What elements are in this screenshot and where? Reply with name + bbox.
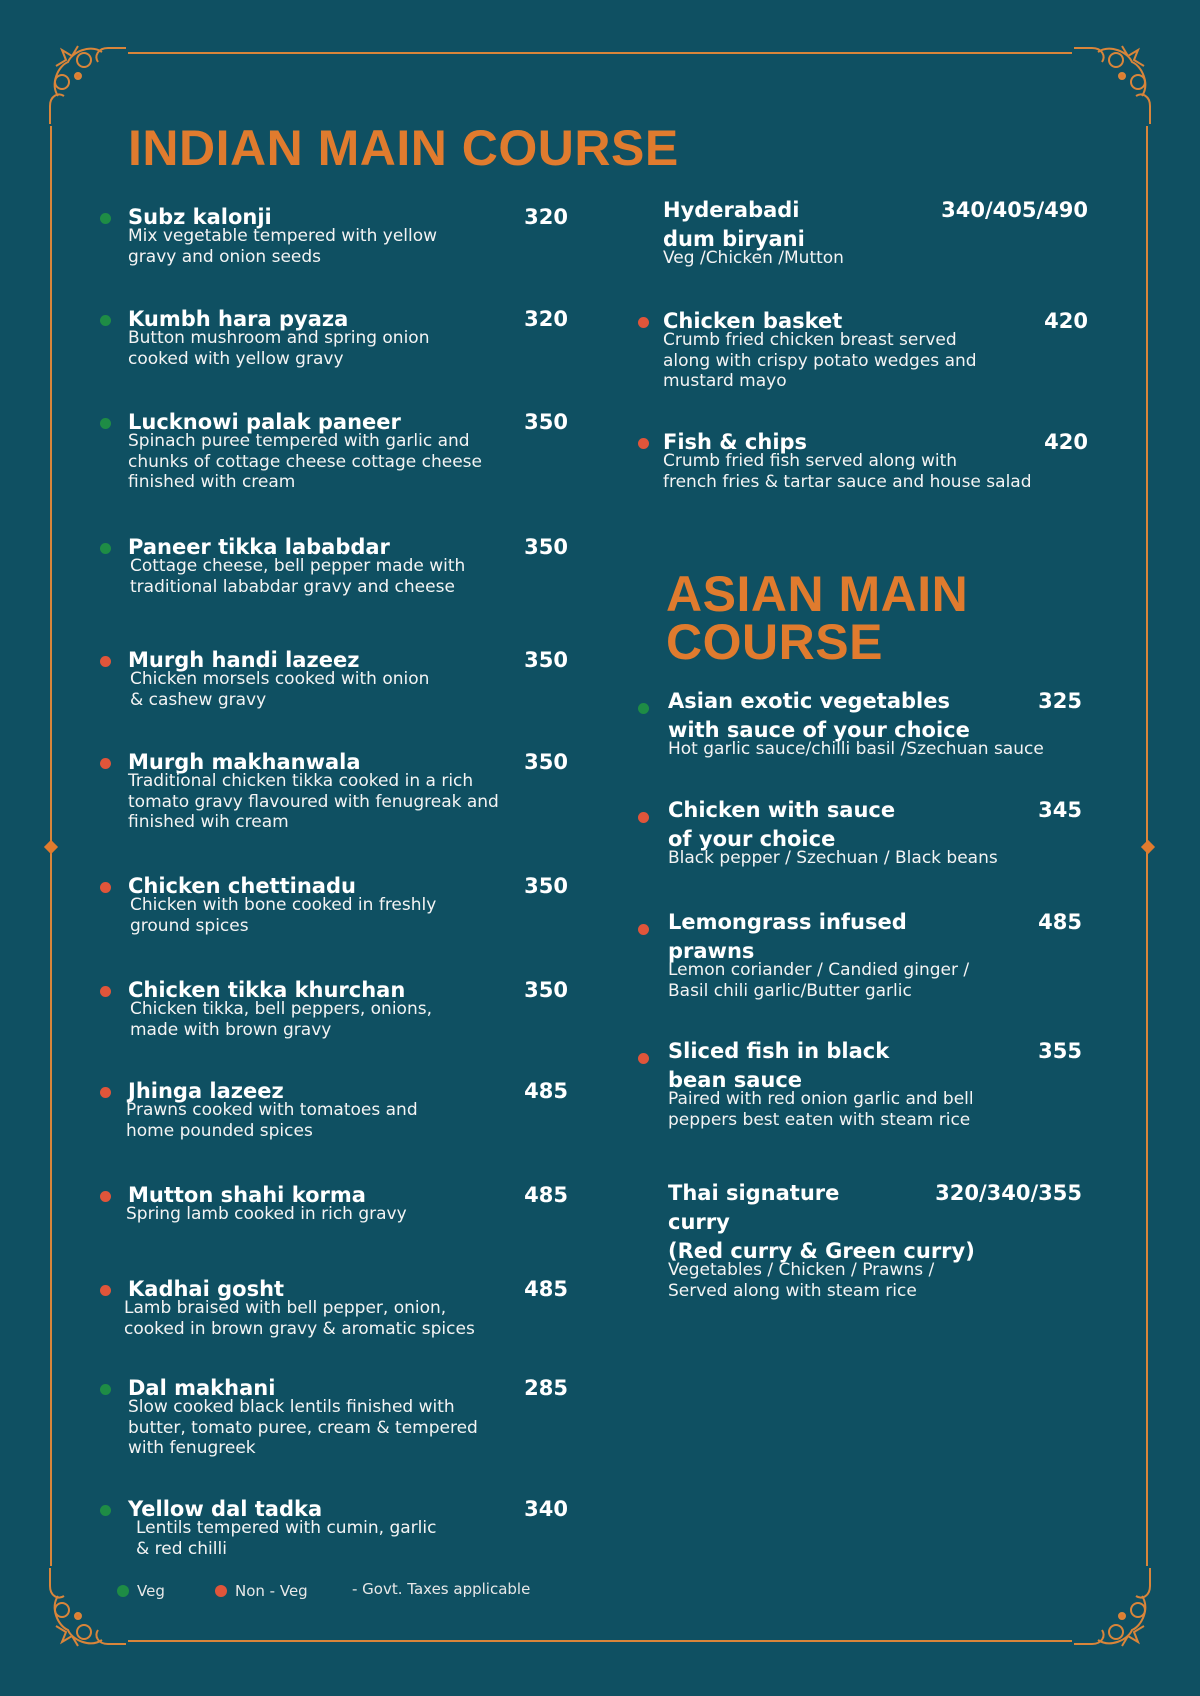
item-name: Chicken with sauce of your choice	[668, 798, 896, 851]
menu-item	[128, 872, 568, 936]
veg-dot-icon	[100, 315, 111, 326]
non-veg-dot-icon	[100, 882, 111, 893]
item-name: Subz kalonji	[128, 205, 272, 229]
non-veg-dot-icon	[638, 924, 649, 935]
item-name: Kadhai gosht	[128, 1277, 285, 1301]
tax-note: - Govt. Taxes applicable	[352, 1580, 531, 1598]
non-veg-dot-icon	[100, 1285, 111, 1296]
non-veg-dot-icon	[215, 1585, 227, 1597]
menu-item	[128, 1374, 568, 1459]
menu-item	[128, 646, 568, 710]
item-price: 485	[524, 1183, 568, 1207]
menu-item	[128, 203, 568, 267]
non-veg-dot-icon	[100, 986, 111, 997]
menu-item	[128, 976, 568, 1040]
item-price: 350	[524, 750, 568, 774]
item-description: Slow cooked black lentils finished with butter, tomato puree, cream & tempered with fenugreek	[128, 1397, 478, 1458]
item-description: Crumb fried chicken breast served along with crispy potato wedges and mustard mayo	[663, 330, 977, 391]
item-description: Prawns cooked with tomatoes and home pounded spices	[126, 1100, 418, 1141]
menu-item	[128, 748, 568, 833]
non-veg-dot-icon	[100, 1087, 111, 1098]
legend-non-veg	[215, 1582, 308, 1600]
corner-ornament-icon	[38, 1566, 128, 1656]
item-name: Chicken basket	[663, 309, 843, 333]
menu-item	[668, 1037, 1082, 1130]
item-name: Fish & chips	[663, 430, 808, 454]
menu-item	[668, 687, 1082, 760]
legend-veg	[117, 1582, 165, 1600]
veg-dot-icon	[100, 1384, 111, 1395]
item-price: 420	[1044, 309, 1088, 333]
item-price: 355	[1038, 1039, 1082, 1063]
veg-dot-icon	[117, 1585, 129, 1597]
non-veg-dot-icon	[638, 812, 649, 823]
menu-item	[663, 428, 1088, 492]
menu-item	[668, 796, 1082, 869]
item-description: Spring lamb cooked in rich gravy	[126, 1204, 407, 1224]
non-veg-dot-icon	[100, 1191, 111, 1202]
menu-item	[128, 533, 568, 597]
item-name: Chicken chettinadu	[128, 874, 356, 898]
item-description: Chicken with bone cooked in freshly ground spices	[130, 895, 437, 936]
item-price: 285	[524, 1376, 568, 1400]
asian-section-title: ASIAN MAIN COURSE	[666, 566, 969, 670]
item-name: Murgh handi lazeez	[128, 648, 360, 672]
non-veg-dot-icon	[638, 438, 649, 449]
menu-item	[124, 1275, 568, 1339]
menu-item	[128, 408, 568, 493]
item-price: 350	[524, 874, 568, 898]
menu-item	[663, 196, 1088, 269]
item-description: Lemon coriander / Candied ginger / Basil chili garlic/Butter garlic	[668, 960, 970, 1001]
item-name: Dal makhani	[128, 1376, 276, 1400]
item-price: 350	[524, 535, 568, 559]
item-name: Jhinga lazeez	[128, 1079, 284, 1103]
item-name: Paneer tikka lababdar	[128, 535, 390, 559]
menu-item	[128, 1181, 568, 1225]
veg-dot-icon	[100, 418, 111, 429]
item-price: 485	[524, 1277, 568, 1301]
non-veg-dot-icon	[638, 317, 649, 328]
menu-item	[668, 908, 1082, 1001]
veg-dot-icon	[100, 543, 111, 554]
item-name: Chicken tikka khurchan	[128, 978, 406, 1002]
corner-ornament-icon	[38, 36, 128, 126]
non-veg-dot-icon	[100, 758, 111, 769]
item-description: Hot garlic sauce/chilli basil /Szechuan sauce	[668, 739, 1044, 759]
menu-item	[128, 1495, 568, 1559]
item-description: Black pepper / Szechuan / Black beans	[668, 848, 998, 868]
item-name: Yellow dal tadka	[128, 1497, 323, 1521]
item-name: Sliced fish in black bean sauce	[668, 1039, 890, 1092]
menu-item	[128, 1077, 568, 1141]
item-description: Crumb fried fish served along with french fries & tartar sauce and house salad	[663, 451, 1032, 492]
item-description: Paired with red onion garlic and bell peppers best eaten with steam rice	[668, 1089, 974, 1130]
item-price: 350	[524, 410, 568, 434]
item-name: Lemongrass infused prawns	[668, 910, 907, 963]
item-price: 320/340/355	[935, 1181, 1082, 1205]
item-description: Chicken tikka, bell peppers, onions, made with brown gravy	[130, 999, 432, 1040]
corner-ornament-icon	[1072, 1566, 1162, 1656]
item-description: Traditional chicken tikka cooked in a rich tomato gravy flavoured with fenugreak and finished wih cream	[128, 771, 499, 832]
menu-item	[128, 305, 568, 369]
veg-dot-icon	[100, 1505, 111, 1516]
veg-dot-icon	[100, 213, 111, 224]
non-veg-dot-icon	[100, 656, 111, 667]
item-price: 485	[1038, 910, 1082, 934]
item-description: Cottage cheese, bell pepper made with traditional lababdar gravy and cheese	[130, 556, 466, 597]
item-name: Hyderabadi dum biryani	[663, 198, 805, 251]
veg-dot-icon	[638, 703, 649, 714]
indian-section-title: INDIAN MAIN COURSE	[128, 120, 679, 176]
item-price: 420	[1044, 430, 1088, 454]
item-price: 325	[1038, 689, 1082, 713]
item-description: Vegetables / Chicken / Prawns / Served along with steam rice	[668, 1260, 935, 1301]
item-name: Mutton shahi korma	[128, 1183, 366, 1207]
item-price: 485	[524, 1079, 568, 1103]
menu-item	[668, 1179, 1082, 1301]
item-price: 350	[524, 978, 568, 1002]
item-description: Veg /Chicken /Mutton	[663, 248, 844, 268]
menu-item	[663, 307, 1088, 392]
item-name: Thai signature curry (Red curry & Green curry)	[668, 1181, 975, 1263]
legend-non-veg-label: Non - Veg	[235, 1582, 308, 1600]
item-description: Lentils tempered with cumin, garlic & red chilli	[136, 1518, 437, 1559]
item-description: Lamb braised with bell pepper, onion, cooked in brown gravy & aromatic spices	[124, 1298, 475, 1339]
item-name: Lucknowi palak paneer	[128, 410, 401, 434]
item-description: Chicken morsels cooked with onion & cashew gravy	[130, 669, 430, 710]
corner-ornament-icon	[1072, 36, 1162, 126]
item-name: Kumbh hara pyaza	[128, 307, 349, 331]
item-description: Button mushroom and spring onion cooked with yellow gravy	[128, 328, 430, 369]
item-price: 320	[524, 205, 568, 229]
item-name: Murgh makhanwala	[128, 750, 361, 774]
non-veg-dot-icon	[638, 1053, 649, 1064]
item-description: Spinach puree tempered with garlic and chunks of cottage cheese cottage cheese finished with cream	[128, 431, 482, 492]
legend-veg-label: Veg	[137, 1582, 165, 1600]
item-price: 350	[524, 648, 568, 672]
item-price: 340	[524, 1497, 568, 1521]
item-price: 345	[1038, 798, 1082, 822]
item-price: 340/405/490	[941, 198, 1088, 222]
item-price: 320	[524, 307, 568, 331]
item-name: Asian exotic vegetables with sauce of your choice	[668, 689, 970, 742]
item-description: Mix vegetable tempered with yellow gravy and onion seeds	[128, 226, 438, 267]
